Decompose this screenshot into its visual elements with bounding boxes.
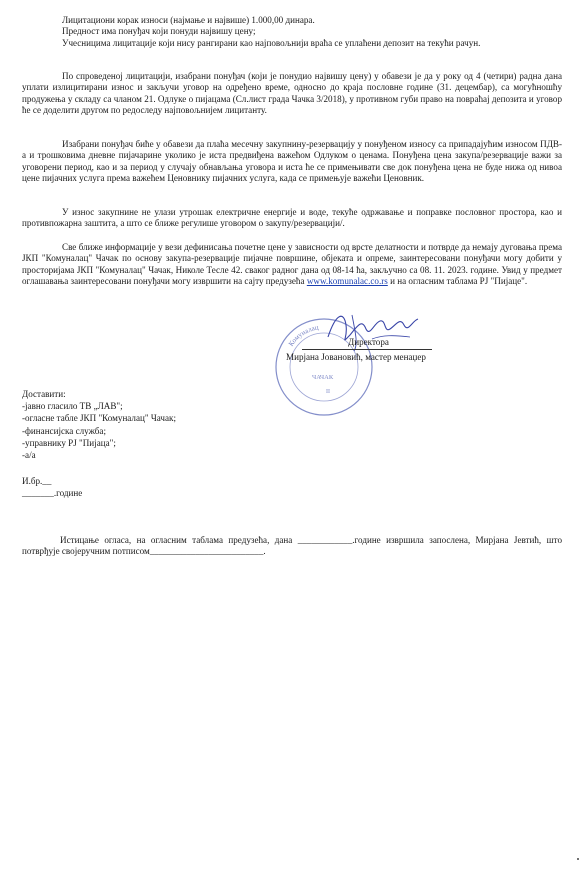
- distribution-item: -управнику РЈ "Пијаца";: [22, 437, 116, 448]
- paragraph-auction: По спроведеној лицитацији, изабрани понуђач (који је понудио највишу цену) у обавези је да у року од 4 (четири) радна дана уплати излицитирани износ и закључи уговор на одређено време, односно до краја пословне године (31. децембар), са могућношћу продужења у складу са чланом 21. Одлуке о пијацама (Сл.лист града Чачка 3/2018), у противном губи право на повраћај депозита и уговор ће се доделити другом по редоследу најповољнијем лицитанту.: [22, 71, 562, 115]
- distribution-item: -огласне табле ЈКП "Комуналац" Чачак;: [22, 413, 176, 424]
- stamp-city: ЧАЧАК: [312, 374, 334, 381]
- registry-date: _______.године: [22, 488, 83, 499]
- registry-block: [22, 475, 322, 499]
- posting-confirmation: Истицање огласа, на огласним таблама предузећа, дана ____________.године извршила запослена, Мирјана Јевтић, што потврђује својеручним потписом_________________________.: [22, 535, 562, 557]
- website-link[interactable]: www.komunalac.co.rs: [306, 275, 388, 286]
- stamp-top-text: Комуналац: [286, 323, 320, 348]
- stamp-number: II: [326, 389, 330, 395]
- distribution-list: [22, 388, 322, 461]
- director-name: Мирјана Јовановић, мастер менаџер: [286, 352, 426, 362]
- paragraph-utilities: У износ закупнине не улази утрошак електричне енергије и воде, текуће одржавање и поправке пословног простора, као и противпожарна заштита, а што се ближе регулише уговором о закупу/резервацији/.: [22, 207, 562, 229]
- page-mark: [577, 858, 579, 860]
- info-tail: и на огласним таблама РЈ "Пијаце".: [390, 275, 528, 286]
- distribution-heading: Доставити:: [22, 389, 66, 399]
- distribution-item: -јавно гласило ТВ „ЛАВ";: [22, 401, 123, 412]
- registry-number: И.бр.__: [22, 476, 52, 486]
- signature-line: [302, 349, 432, 350]
- priority-line: Предност има понуђач који понуди највишу цену;: [62, 26, 256, 37]
- deposit-return-line: Учесницима лицитације који нису рангирани као најповољнији враћа се уплаћени депозит на текући рачун.: [62, 37, 481, 48]
- intro-block: [22, 15, 562, 49]
- svg-text:Комуналац: [287, 323, 319, 347]
- bid-step-line: Лицитациони корак износи (најмање и највише) 1.000,00 динара.: [62, 15, 315, 25]
- info-text: Све ближе информације у вези дефинисања почетне цене у зависности од врсте делатности и потврде да немају дуговања према ЈКП "Комуналац" Чачак по основу закупа-резервације пијачне површине, објеката и опреме, заинтересовани понуђачи могу добити у просторијама ЈКП "Комуналац" Чачак, Николе Тесле 42. сваког радног дана од 08-14 ћа, закључно са 08. 11. 2023. године. Увид у предмет оглашавања заинтересовани понуђачи могу извршити на сајту предузећа: [22, 242, 562, 286]
- director-title: Директора: [348, 337, 389, 347]
- distribution-item: -финансијска служба;: [22, 425, 106, 436]
- paragraph-rent: Изабрани понуђач биће у обавези да плаћа месечну закупнину-резервацију у понуђеном износу са припадајућим износом ПДВ-а и трошковима дневне пијачарине уколико је иста предвиђена важећом Одлуком о ценама. Понуђена цена закупа/резервације важи за уговорени период, као и за период у случају обнављања уговора и иста ће се примењивати све док понуђена цена не буде нижа од нивоа цене пијачних услуга према важећем Ценовнику пијачних услуга, када се примењује важећи Ценовник.: [22, 139, 562, 183]
- distribution-item: -а/а: [22, 450, 36, 461]
- paragraph-info: [22, 242, 562, 287]
